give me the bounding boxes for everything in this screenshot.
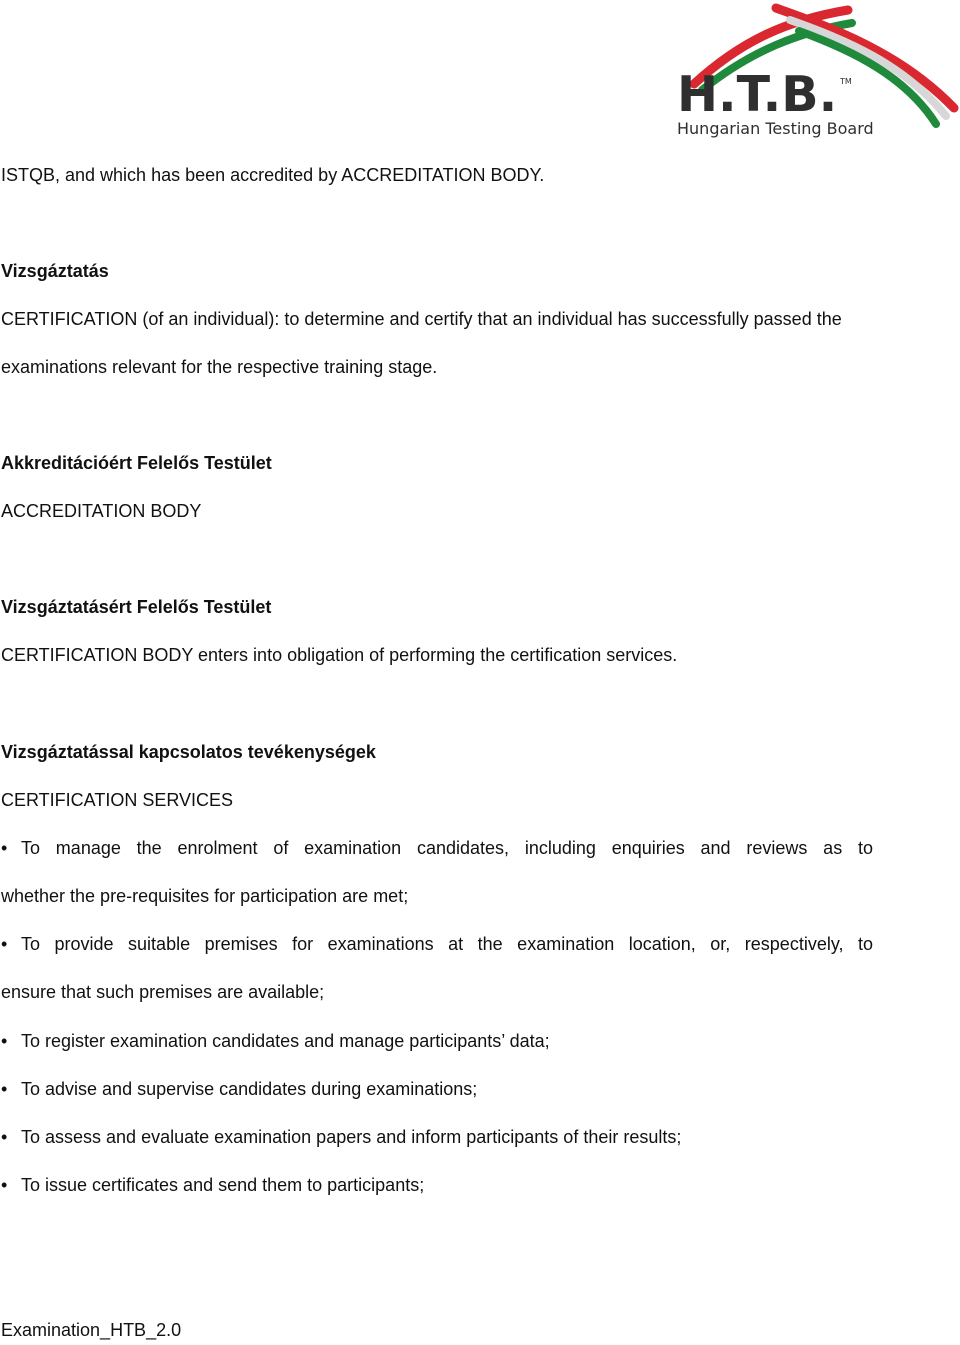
logo-main-text: H.T.B. bbox=[677, 66, 838, 123]
bullet-text: To manage the enrolment of examination candidates, including enquiries and reviews as to bbox=[21, 838, 873, 858]
bullet-text: To register examination candidates and manage participants’ data; bbox=[21, 1031, 550, 1051]
bullet-list-item bbox=[1, 1029, 873, 1053]
bullet-list-item bbox=[1, 836, 873, 860]
section-heading-vizsgaztatas: Vizsgáztatás bbox=[1, 261, 109, 281]
bullet-list-item bbox=[1, 932, 873, 956]
bullet-list-item bbox=[1, 1077, 873, 1101]
section-text-line: ACCREDITATION BODY bbox=[1, 501, 202, 521]
bullet-mark: • bbox=[1, 934, 8, 954]
bullet-text: To provide suitable premises for examinations at the examination location, or, respectively, to bbox=[21, 934, 873, 954]
intro-line: ISTQB, and which has been accredited by ACCREDITATION BODY. bbox=[1, 165, 545, 185]
section-text-line: CERTIFICATION (of an individual): to determine and certify that an individual has successfully passed the bbox=[1, 309, 842, 329]
section-text-line: examinations relevant for the respective training stage. bbox=[1, 357, 438, 377]
bullet-mark: • bbox=[1, 1079, 8, 1099]
bullet-mark: • bbox=[1, 1031, 8, 1051]
logo-subtitle: Hungarian Testing Board bbox=[677, 119, 874, 138]
section-heading-akkreditacio: Akkreditációért Felelős Testület bbox=[1, 453, 272, 473]
section-text-line: CERTIFICATION BODY enters into obligation of performing the certification services. bbox=[1, 645, 678, 665]
bullet-mark: • bbox=[1, 838, 8, 858]
bullet-text: To advise and supervise candidates during examinations; bbox=[21, 1079, 478, 1099]
bullet-mark: • bbox=[1, 1127, 8, 1147]
section-heading-tevekenysegek: Vizsgáztatással kapcsolatos tevékenységek bbox=[1, 742, 376, 762]
section-text-line: CERTIFICATION SERVICES bbox=[1, 790, 234, 810]
bullet-text: To issue certificates and send them to participants; bbox=[21, 1175, 425, 1195]
bullet-continuation: whether the pre-requisites for participation are met; bbox=[1, 886, 409, 906]
bullet-list-item bbox=[1, 1125, 873, 1149]
bullet-mark: • bbox=[1, 1175, 8, 1195]
section-heading-vizsgaztatasert: Vizsgáztatásért Felelős Testület bbox=[1, 597, 272, 617]
footer-text: Examination_HTB_2.0 bbox=[1, 1320, 182, 1340]
bullet-text: To assess and evaluate examination papers and inform participants of their results; bbox=[21, 1127, 682, 1147]
logo-tm: TM bbox=[840, 77, 852, 86]
htb-logo bbox=[672, 2, 960, 144]
bullet-list-item bbox=[1, 1173, 873, 1197]
bullet-continuation: ensure that such premises are available; bbox=[1, 982, 325, 1002]
